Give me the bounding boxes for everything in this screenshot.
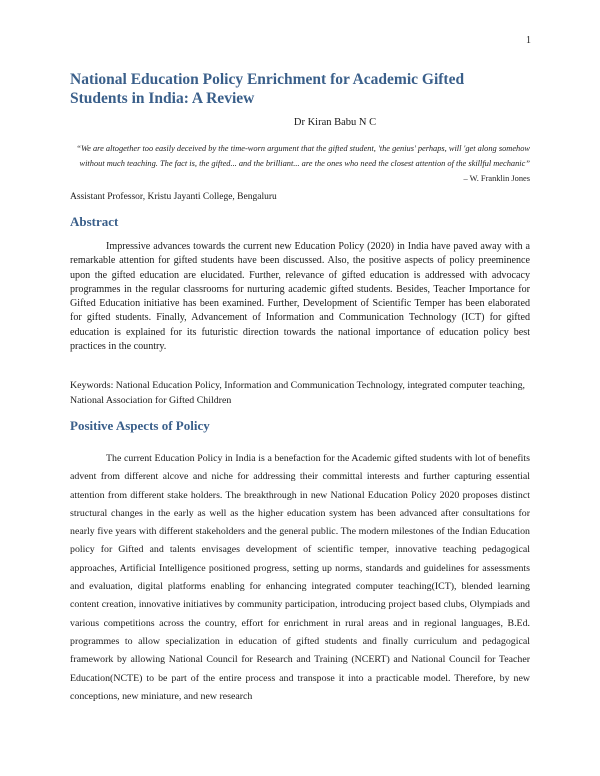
author-name: Dr Kiran Babu N C: [293, 117, 377, 128]
author-affiliation: Assistant Professor, Kristu Jayanti College, Bengaluru: [70, 192, 277, 202]
section-heading: Positive Aspects of Policy: [70, 418, 210, 433]
epigraph-text: “We are altogether too easily deceived by the time-worn argument that the gifted student, 'the genius' perhaps, will 'get along somehow without much teaching. The fact is, the gifted... and the brilliant... are the ones who need the closest attention of the skillful mechanic”: [76, 144, 530, 168]
paper-title: National Education Policy Enrichment for Academic Gifted Students in India: A Review: [70, 71, 465, 107]
epigraph-attribution: – W. Franklin Jones: [463, 174, 530, 183]
abstract-heading: Abstract: [70, 214, 119, 229]
page-number: 1: [526, 35, 531, 46]
epigraph: [76, 141, 530, 186]
abstract-text: Impressive advances towards the current new Education Policy (2020) in India have paved away with a remarkable attention for gifted students have been discussed. Also, the positive aspects of policy preeminence upon the gifted education are elucidated. Further, relevance of gifted education is addressed with advocacy programmes in the regular classrooms for nurturing academic gifted students. Besides, Teacher Importance for Gifted Education initiative has been examined. Further, Development of Scientific Temper has been elaborated for gifted students. Finally, Advancement of Information and Communication Technology (ICT) for gifted education is explained for its futuristic direction towards the national importance of education policy best practices in the country.: [70, 241, 530, 353]
section-body-text: The current Education Policy in India is a benefaction for the Academic gifted students with lot of benefits advent from different alcove and niche for addressing their committal interests and further capturing essential attention from different stake holders. The breakthrough in new National Education Policy 2020 proposes distinct structural changes in the early as well as the higher education system has been advanced after consultations for nearly five years with different stakeholders and the general public. The modern milestones of the Indian Education policy for Gifted and talents envisages development of scientific temper, innovative teaching pedagogical approaches, Artificial Intelligence positioned progress, setting up norms, standards and guidelines for assessments and evaluation, digital platforms enabling for enhancing integrated computer teaching(ICT), blended learning content creation, innovative initiatives by community participation, introducing project based clubs, Olympiads and various competitions across the country, effort for enrichment in rural areas and in regional languages, B.Ed. programmes to allow specialization in education of gifted students and finally curriculum and pedagogical framework by allowing National Council for Research and Training (NCERT) and National Council for Teacher Education(NCTE) to be part of the entire process and transpose it into a practicable model. Therefore, by new conceptions, new miniature, and new research: [70, 453, 530, 702]
keywords: Keywords: National Education Policy, Information and Communication Technology, integrated computer teaching, National Association for Gifted Children: [70, 380, 525, 406]
